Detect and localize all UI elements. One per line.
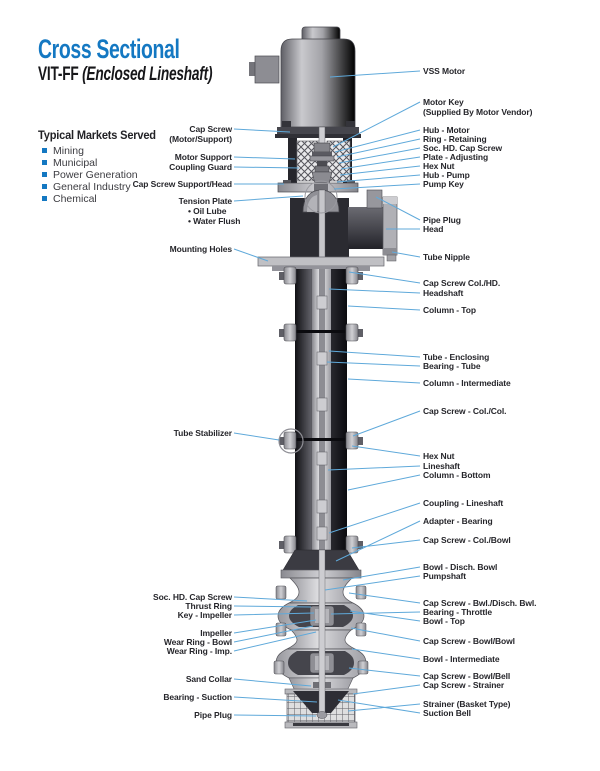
label-cap-screw-strainer: Cap Screw - Strainer xyxy=(423,680,505,690)
vss-motor xyxy=(249,27,361,138)
label-wear-ring-bowl: Wear Ring - Bowl xyxy=(163,637,232,647)
label-cap-screw-col-col: Cap Screw - Col./Col. xyxy=(423,406,507,416)
label-tube-nipple: Tube Nipple xyxy=(423,252,470,262)
label-hex-nut-top: Hex Nut xyxy=(423,161,455,171)
label-water-flush: • Water Flush xyxy=(188,216,241,226)
label-bearing-suction: Bearing - Suction xyxy=(163,692,232,702)
model-name: VIT-FF xyxy=(38,64,79,85)
label-suction-bell: Suction Bell xyxy=(423,708,471,718)
label-hub-motor: Hub - Motor xyxy=(423,125,470,135)
label-cap-screw-motor-support-note: (Motor/Support) xyxy=(169,134,232,144)
label-oil-lube: • Oil Lube xyxy=(188,206,227,216)
market-item: Municipal xyxy=(42,157,97,169)
label-tube-stabilizer: Tube Stabilizer xyxy=(173,428,232,438)
label-cap-screw-bowl-bell: Cap Screw - Bowl/Bell xyxy=(423,671,511,681)
markets-heading: Typical Markets Served xyxy=(38,128,156,142)
label-sand-collar: Sand Collar xyxy=(185,674,232,684)
label-bowl-disch-bowl: Bowl - Disch. Bowl xyxy=(423,562,498,572)
label-mounting-holes: Mounting Holes xyxy=(169,244,232,254)
label-tube-enclosing: Tube - Enclosing xyxy=(423,352,490,362)
label-column-top: Column - Top xyxy=(423,305,476,315)
label-pipe-plug-right: Pipe Plug xyxy=(423,215,461,225)
label-key-impeller: Key - Impeller xyxy=(177,610,232,620)
label-ring-retaining: Ring - Retaining xyxy=(423,134,487,144)
label-bowl-top: Bowl - Top xyxy=(423,616,465,626)
page-title: Cross Sectional xyxy=(38,34,180,64)
label-motor-support: Motor Support xyxy=(174,152,232,162)
label-thrust-ring: Thrust Ring xyxy=(185,601,232,611)
label-tension-plate: Tension Plate xyxy=(178,196,232,206)
label-bearing-tube: Bearing - Tube xyxy=(423,361,481,371)
label-cap-screw-bwl-disch-bwl: Cap Screw - Bwl./Disch. Bwl. xyxy=(423,598,537,608)
label-cap-screw-support-head: Cap Screw Support/Head xyxy=(132,179,232,189)
label-bowl-intermediate: Bowl - Intermediate xyxy=(423,654,500,664)
pumpshaft xyxy=(319,550,325,713)
label-motor-key: Motor Key xyxy=(423,97,464,107)
label-column-intermediate: Column - Intermediate xyxy=(423,378,511,388)
label-hub-pump: Hub - Pump xyxy=(423,170,470,180)
label-wear-ring-imp: Wear Ring - Imp. xyxy=(166,646,232,656)
label-strainer-basket-type: Strainer (Basket Type) xyxy=(423,699,511,709)
label-hex-nut-mid: Hex Nut xyxy=(423,451,455,461)
label-cap-screw-motor-support: Cap Screw xyxy=(189,124,232,134)
label-headshaft: Headshaft xyxy=(423,288,464,298)
mounting-plate xyxy=(258,257,384,271)
market-item: Power Generation xyxy=(42,169,138,181)
label-vss-motor: VSS Motor xyxy=(423,66,466,76)
label-cap-screw-col-bowl: Cap Screw - Col./Bowl xyxy=(423,535,511,545)
label-soc-hd-cap-screw: Soc. HD. Cap Screw xyxy=(153,592,232,602)
label-pipe-plug-left: Pipe Plug xyxy=(194,710,232,720)
market-item: Mining xyxy=(42,145,84,157)
label-cap-screw-bowl-bowl: Cap Screw - Bowl/Bowl xyxy=(423,636,515,646)
label-motor-key-note: (Supplied By Motor Vendor) xyxy=(423,107,533,117)
label-bearing-throttle: Bearing - Throttle xyxy=(423,607,493,617)
label-plate-adjusting: Plate - Adjusting xyxy=(423,152,489,162)
market-item: Chemical xyxy=(42,193,97,205)
label-coupling-guard: Coupling Guard xyxy=(169,162,232,172)
label-pumpshaft: Pumpshaft xyxy=(423,571,467,581)
label-cap-screw-col-hd: Cap Screw Col./HD. xyxy=(423,278,501,288)
label-coupling-lineshaft: Coupling - Lineshaft xyxy=(423,498,504,508)
label-column-bottom: Column - Bottom xyxy=(423,470,491,480)
market-item: General Industry xyxy=(42,181,131,193)
column-pipe xyxy=(295,269,347,550)
pipe-plug-bottom xyxy=(317,712,327,719)
label-head: Head xyxy=(423,224,444,234)
label-adapter-bearing: Adapter - Bearing xyxy=(423,516,493,526)
label-pump-key: Pump Key xyxy=(423,179,464,189)
label-soc-hd-cap-screw-right: Soc. HD. Cap Screw xyxy=(423,143,502,153)
label-impeller: Impeller xyxy=(200,628,232,638)
model-note: (Enclosed Lineshaft) xyxy=(82,64,213,85)
label-lineshaft: Lineshaft xyxy=(423,461,460,471)
